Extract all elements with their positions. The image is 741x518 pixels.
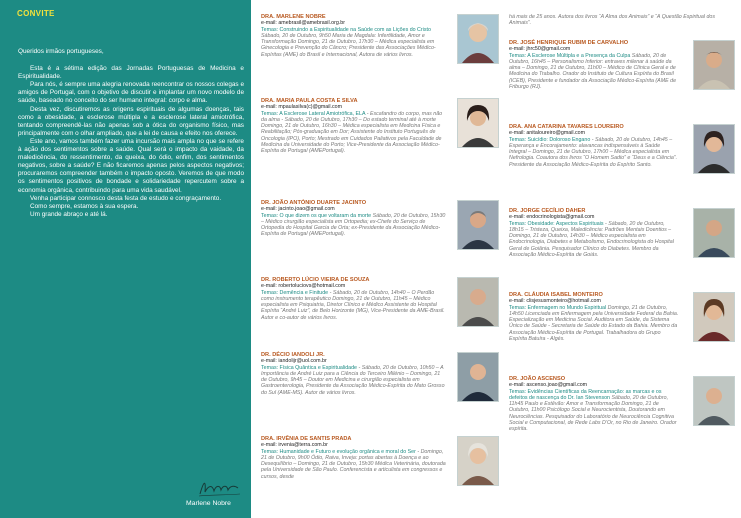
speaker-entry bbox=[261, 352, 446, 396]
speaker-topics: Temas: Suicídio: Doloroso Engano bbox=[509, 136, 591, 143]
speaker-name: DR. JOSÉ HENRIQUE RUBIM DE CARVALHO bbox=[509, 40, 629, 46]
speaker-name: DRA. IRVÊNIA DE SANTIS PRADA bbox=[261, 436, 352, 442]
speaker-bio: Sábado, 20 de Outubro, 11h45 Paulo e Estêvão: Amor e Transformação Domingo, 21 de Outubro, 11h00 Psicólogo Social e Neurocientista, Doutorando em Neurociências. Pesquisador do Laboratório de Neurociência Cognitiva Social e Computacional, de Rede Labs D’Or, no Rio de Janeiro. Orador espírita. bbox=[509, 394, 677, 433]
speaker-entry bbox=[261, 436, 446, 480]
speaker-topics: Temas: Construindo a Espiritualidade na Saúde com as Lições do Cristo bbox=[261, 26, 431, 33]
speaker-topics: Temas: Evidências Científicas da Reencarnação: as marcas e os defeitos de nascença do Dr. Ian Stevenson bbox=[509, 388, 662, 401]
speaker-email: e-mail: amebrasil@amebrasil.org.br bbox=[261, 20, 345, 27]
speaker-photo bbox=[457, 436, 499, 486]
speaker-topics: Temas: O que dizem os que voltaram da morte bbox=[261, 212, 372, 219]
speaker-topics: Temas: A Esclerose Múltipla e a Presença da Culpa bbox=[509, 52, 631, 59]
speaker-entry bbox=[509, 208, 679, 258]
letter-paragraph: Desta vez, discutiremos as origens espirituais de algumas doenças, tais como a obesidade, a esclerose múltipla e a esclerose lateral amiotrófica, tentando compreendê-las não apenas sob a ótica do organismo físico, mas principalmente com o olhar ampliado, que a lei de causa e efeito nos oferece. bbox=[18, 105, 244, 137]
speaker-bio: - Sábado, 20 de Outubro, 18h15 – Tristeza, Queixa, Maledicência: Padrões Mentais Doentios – Domingo, 21 de Outubro, 14h30 – Médico especialista em Endocrinologia, Diabetes e Metabolismo, Endocrinologista do Hospital Geral de Goiânia. Pesquisador Clínico do Diabetes. Membro da Associação Médico-Espírita de Goiás. bbox=[509, 220, 674, 259]
letter-paragraph: Este ano, vamos também fazer uma incursão mais ampla no que se refere à ação dos sentimentos sobre a saúde. Qual será o impacto da vaidade, da maledicência, do ressentimento, da queixa, do ódio, enfim, dos sentimentos negativos, sobre a saúde? E não ficaremos apenas pelos aspectos negativos; procuraremos compreender também o impacto oposto. Veremos de que modo os sentimentos positivos de bondade e solidariedade repercutem sobre a economia orgânica, contribuindo para uma vida saudável. bbox=[18, 137, 244, 194]
speaker-entry bbox=[509, 40, 679, 90]
speaker-email: e-mail: jhrc50@gmail.com bbox=[509, 46, 571, 53]
speakers-panel bbox=[251, 0, 741, 518]
signature-name: Marlene Nobre bbox=[186, 500, 231, 507]
speaker-name: DRA. ANA CATARINA TAVARES LOUREIRO bbox=[509, 124, 624, 130]
speaker-bio: há mais de 25 anos. Autora dos livros “A Alma dos Animais” e “A Questão Espiritual dos Animais”. bbox=[509, 14, 715, 27]
speaker-topics: Temas: Demência e Finitude bbox=[261, 289, 329, 296]
speaker-email: e-mail: anitaloureiro@gmail.com bbox=[509, 130, 586, 137]
speaker-entry bbox=[509, 124, 679, 168]
invitation-panel bbox=[0, 0, 251, 518]
speaker-entry bbox=[509, 14, 734, 27]
letter-paragraph: Como sempre, estamos à sua espera. bbox=[30, 202, 139, 210]
speaker-photo bbox=[457, 14, 499, 64]
speaker-bio: Sábado, 20 de Outubro, 16h45 – Personalismo Inferior: entraves milenar à saúde da alma – Domingo, 21 de Outubro, 11h00 – Médico de Clínica Geral e de Medicina do Trabalho. Orador do Instituto de Cultura Espírita do Brasil (ICEB), Presidente e fundador da Associação Médico-Espírita (AME de Friburgo (RJ). bbox=[509, 52, 677, 91]
speaker-topics: Temas: Física Quântica e Espiritualidade bbox=[261, 364, 357, 371]
speaker-photo bbox=[693, 124, 735, 174]
speaker-name: DR. DÉCIO IANDOLI JR. bbox=[261, 352, 325, 358]
letter-paragraph: Esta é a sétima edição das Jornadas Portuguesas de Medicina e Espiritualidade. bbox=[18, 65, 244, 81]
speaker-email: e-mail: robertoluciovs@hotmail.com bbox=[261, 283, 346, 290]
speaker-bio: - Domingo, 21 de Outubro, 9h00 Ódio, Raiva, Inveja: portas abertas à Doença e ao Desequilíbrio – Domingo, 21 de Outubro, 15h30 Médica Veterinária, doutorada pela Universidade de São Paulo. Conferencista e articulista em congressos e cursos, desde bbox=[261, 448, 446, 480]
speaker-topics: Temas: Humanidade e Futuro e evolução orgânica e moral do Ser bbox=[261, 448, 416, 455]
speaker-entry bbox=[509, 376, 679, 433]
speaker-photo bbox=[693, 208, 735, 258]
section-title: CONVITE bbox=[17, 9, 55, 18]
speaker-photo bbox=[693, 292, 735, 342]
speaker-bio: - Sábado, 20 de Outubro, 10h50 – A Importância de André Luiz para a Ciência do Terceiro Milénio – Domingo, 21 de Outubro, 9h45 – Doutor em Medicina e cirurgião especialista em Gastroenterologia, Presidente da Associação Médico-Espírita do Mato Grosso do Sul (AME-MS). Autor de vários livros. bbox=[261, 364, 445, 396]
speaker-photo bbox=[457, 98, 499, 148]
speaker-entry bbox=[261, 200, 446, 238]
speaker-photo bbox=[457, 352, 499, 402]
speaker-topics: Temas: Obesidade: Aspectos Espirituais bbox=[509, 220, 604, 227]
speaker-email: e-mail: ascenso.joao@gmail.com bbox=[509, 382, 588, 389]
speaker-entry bbox=[261, 277, 446, 321]
speaker-entry bbox=[261, 98, 446, 155]
speaker-name: DR. JOÃO ANTÓNIO DUARTE JACINTO bbox=[261, 200, 367, 206]
speaker-email: e-mail: endocrinologista@gmail.com bbox=[509, 214, 595, 221]
speaker-name: DR. JOÃO ASCENSO bbox=[509, 376, 566, 382]
speaker-name: DRA. MARLENE NOBRE bbox=[261, 14, 326, 20]
speaker-photo bbox=[457, 200, 499, 250]
speaker-bio: - Escafandro do corpo, mas não da alma - Sábado, 20 de Outubro, 17h30 – Do estado terminal até à morte Domingo, 21 de Outubro, 16h30 – Médica especialista em Medicina Física e Reabilitação; Pós-graduação em Dor; Assistente do Instituto Português de Oncologia (IPO), Porto; Mestrado em Cuidados Paliativos pela Faculdade de Medicina da Universidade do Porto; Vice-Presidente da Associação Médico-Espírita de Portugal (AMEPortugal). bbox=[261, 110, 443, 155]
speaker-email: e-mail: jacinto.joao@gmail.com bbox=[261, 206, 335, 213]
speaker-entry bbox=[261, 14, 446, 58]
handwritten-signature bbox=[196, 476, 242, 498]
speaker-photo bbox=[693, 40, 735, 90]
letter-paragraph: Um grande abraço e até lá. bbox=[30, 210, 108, 218]
speaker-bio: Sábado, 20 de Outubro, 15h30 – Médico cirurgião especialista em Ortopedia; ex-Chefe do Serviço de Ortopedia do Hospital Garcia de Orta; ex-Presidente da Associação Médico-Espírita de Portugal (AMEPortugal). bbox=[261, 212, 446, 238]
speaker-name: DRA. CLÁUDIA ISABEL MONTEIRO bbox=[509, 292, 603, 298]
speaker-email: e-mail: irvenia@terra.com.br bbox=[261, 442, 328, 449]
speaker-bio: - Sábado, 20 de Outubro, 14h45 – Esperança e Encorajamento: alavancas indispensáveis à Saúde Integral – Domingo, 21 de Outubro, 17h00 – Médica especialista em Nefrologia. Coautora dos livros “O Homem Sadio” e “Deus e a Ciência”. Presidente da Associação Médico-Espírita do Espírito Santo. bbox=[509, 136, 678, 168]
speaker-topics: Temas: Enfermagem no Mundo Espiritual bbox=[509, 304, 607, 311]
speaker-entry bbox=[509, 292, 679, 342]
speaker-photo bbox=[457, 277, 499, 327]
speaker-email: e-mail: iandolijr@uol.com.br bbox=[261, 358, 327, 365]
speaker-bio: Sábado, 20 de Outubro, 9h50 Maria de Magdala: Infertilidade, Amor e Transformação Domingo, 21 de Outubro, 17h30 – Médica especialista em Ginecologia e Prevenção do Câncro; Presidente das Associações Médico-Espíritas (AME) do Brasil e Internacional, Autora de vários livros. bbox=[261, 32, 436, 58]
letter-paragraph: Para nós, é sempre uma alegria renovada reencontrar os nossos colegas e amigos de Portugal, com o objetivo de discutir e implantar um novo modelo de saúde, baseado no conceito do ser humano integral: corpo e alma. bbox=[18, 81, 244, 105]
invitation-letter bbox=[18, 48, 244, 219]
salutation: Queridos irmãos portugueses, bbox=[18, 48, 104, 55]
speaker-photo bbox=[693, 376, 735, 426]
speaker-bio: - Sábado, 20 de Outubro, 14h40 – O Perdão como instrumento terapêutico Domingo, 21 de Outubro, 11h45 – Médico especialista em Psiquiatria, Diretor Clínico e Médico Assistente do Hospital Espírita “André Luiz”, de Belo Horizonte (MG), Vice-Presidente da AME-Brasil. Autor e co-autor de vários livros. bbox=[261, 289, 445, 321]
speaker-bio: Domingo, 21 de Outubro, 14h50 Licenciada em Enfermagem pela Universidade Federal da Bahia. Especialização em Medicina Social. Auditora em Saúde, da Sistema Único de Saúde - Secretaria de Saúde do Estado da Bahia. Membro da Associação Médico-Espírita de Portugal. Trabalhadora do Grupo Espírita Batuíra - Algés. bbox=[509, 304, 679, 343]
speaker-topics: Temas: A Esclerose Lateral Amiotrófica, ELA bbox=[261, 110, 366, 117]
speaker-name: DRA. MARIA PAULA COSTA E SILVA bbox=[261, 98, 358, 104]
speaker-name: DR. ROBERTO LÚCIO VIEIRA DE SOUZA bbox=[261, 277, 370, 283]
speaker-email: e-mail: mpaulasilva(c)@gmail.com bbox=[261, 104, 343, 111]
speaker-name: DR. JORGE CECÍLIO DAHER bbox=[509, 208, 586, 214]
letter-paragraph: Venha participar connosco desta festa de estudo e congraçamento. bbox=[30, 194, 222, 202]
speaker-email: e-mail: clisjesusmonteiro@hotmail.com bbox=[509, 298, 601, 305]
